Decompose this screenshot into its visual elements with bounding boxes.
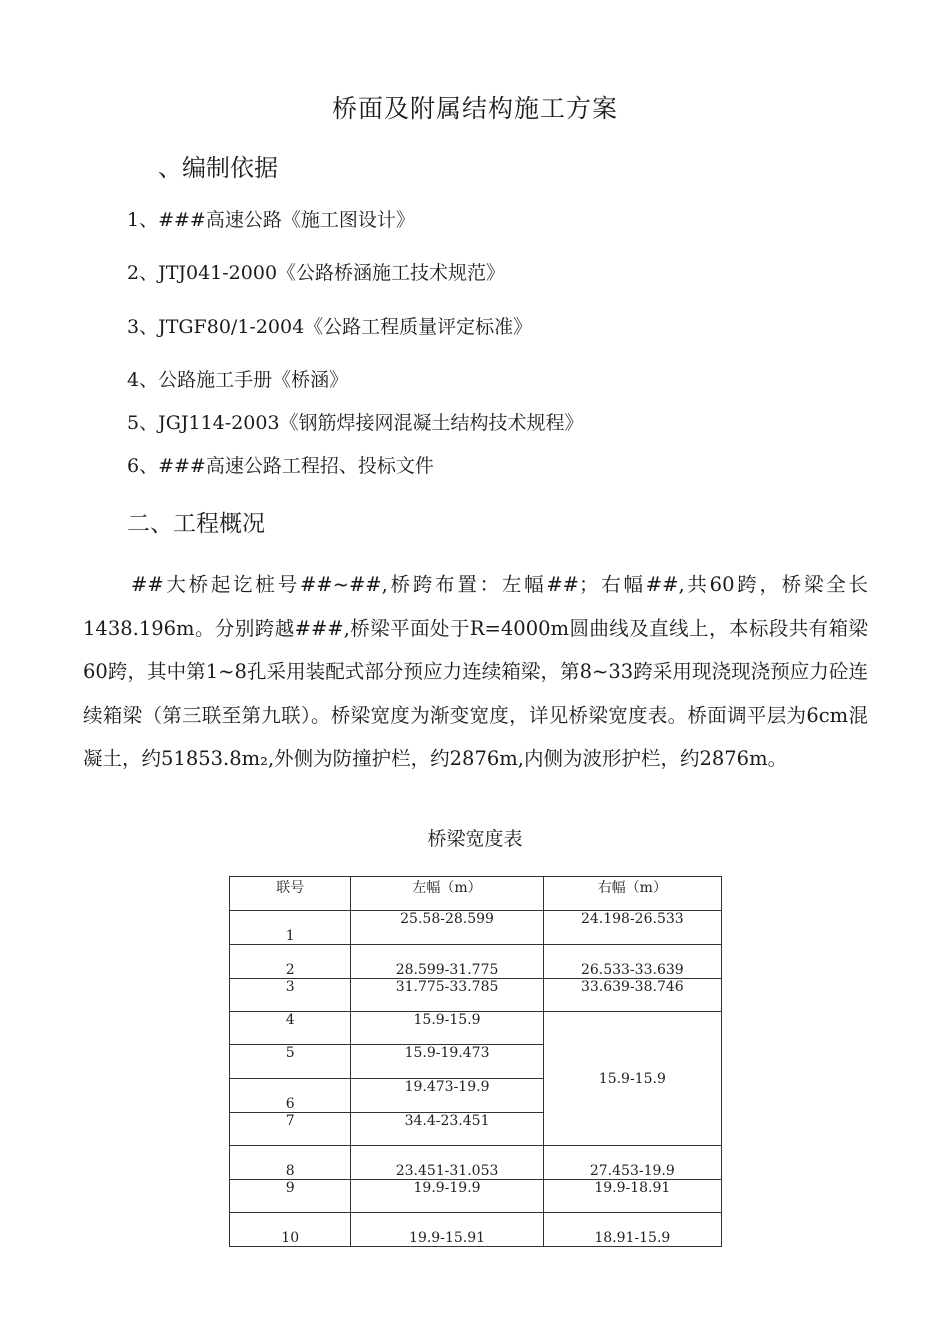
reference-text: ###高速公路《施工图设计》 bbox=[158, 209, 415, 231]
left-width-cell: 28.599-31.775 bbox=[351, 945, 543, 979]
header-cell: 左幅（m） bbox=[351, 877, 543, 911]
row-id-cell: 1 bbox=[230, 911, 351, 945]
reference-text: JTGF80/1-2004《公路工程质量评定标准》 bbox=[158, 316, 533, 338]
left-width-cell: 31.775-33.785 bbox=[351, 979, 543, 1012]
table-row bbox=[230, 911, 722, 945]
table-row bbox=[230, 945, 722, 979]
left-width-cell: 34.4-23.451 bbox=[351, 1113, 543, 1146]
reference-item bbox=[127, 409, 584, 437]
document-title: 桥面及附属结构施工方案 bbox=[331, 94, 618, 123]
row-id-cell: 4 bbox=[230, 1012, 351, 1045]
reference-item bbox=[127, 452, 434, 480]
reference-text: 公路施工手册《桥涵》 bbox=[158, 369, 349, 391]
bridge-width-table bbox=[229, 876, 722, 1247]
row-id-cell: 6 bbox=[230, 1079, 351, 1113]
reference-item bbox=[127, 366, 348, 394]
reference-text: JGJ114-2003《钢筋焊接网混凝土结构技术规程》 bbox=[158, 412, 584, 434]
row-id-cell: 8 bbox=[230, 1146, 351, 1180]
left-width-cell: 15.9-19.473 bbox=[351, 1045, 543, 1079]
reference-number: 2、 bbox=[127, 262, 159, 284]
row-id-cell: 5 bbox=[230, 1045, 351, 1079]
row-id-cell: 2 bbox=[230, 945, 351, 979]
row-id-cell: 3 bbox=[230, 979, 351, 1012]
right-width-merged-cell: 15.9-15.9 bbox=[543, 1012, 721, 1146]
reference-item bbox=[127, 313, 532, 341]
right-width-cell: 19.9-18.91 bbox=[543, 1180, 721, 1213]
left-width-cell: 23.451-31.053 bbox=[351, 1146, 543, 1180]
left-width-cell: 25.58-28.599 bbox=[351, 911, 543, 945]
section-heading-basis: 、编制依据 bbox=[158, 154, 278, 182]
table-row bbox=[230, 979, 722, 1012]
reference-text: ###高速公路工程招、投标文件 bbox=[158, 455, 434, 477]
table-caption: 桥梁宽度表 bbox=[427, 828, 523, 850]
reference-number: 4、 bbox=[127, 369, 159, 391]
reference-text: JTJ041-2000《公路桥涵施工技术规范》 bbox=[158, 262, 506, 284]
table-row bbox=[230, 1180, 722, 1213]
section-heading-overview: 二、工程概况 bbox=[127, 511, 265, 537]
header-cell: 联号 bbox=[230, 877, 351, 911]
right-width-cell: 33.639-38.746 bbox=[543, 979, 721, 1012]
reference-number: 6、 bbox=[127, 455, 159, 477]
right-width-cell: 24.198-26.533 bbox=[543, 911, 721, 945]
table-row bbox=[230, 1213, 722, 1247]
table-row bbox=[230, 1012, 722, 1045]
reference-number: 3、 bbox=[127, 316, 159, 338]
table-row bbox=[230, 1146, 722, 1180]
left-width-cell: 19.9-19.9 bbox=[351, 1180, 543, 1213]
header-cell: 右幅（m） bbox=[543, 877, 721, 911]
left-width-cell: 19.473-19.9 bbox=[351, 1079, 543, 1113]
right-width-cell: 27.453-19.9 bbox=[543, 1146, 721, 1180]
left-width-cell: 19.9-15.91 bbox=[351, 1213, 543, 1247]
row-id-cell: 10 bbox=[230, 1213, 351, 1247]
right-width-cell: 18.91-15.9 bbox=[543, 1213, 721, 1247]
reference-item bbox=[127, 259, 505, 287]
row-id-cell: 9 bbox=[230, 1180, 351, 1213]
row-id-cell: 7 bbox=[230, 1113, 351, 1146]
reference-item bbox=[127, 206, 415, 234]
reference-number: 1、 bbox=[127, 209, 159, 231]
right-width-cell: 26.533-33.639 bbox=[543, 945, 721, 979]
overview-paragraph: ##大桥起讫桩号##~##,桥跨布置：左幅##；右幅##,共60跨，桥梁全长1438.196m。分别跨越###,桥梁平面处于R=4000m圆曲线及直线上，本标段共有箱梁60跨，其中第1~8孔采用装配式部分预应力连续箱梁，第8~33跨采用现浇现浇预应力砼连续箱梁（第三联至第九联）。桥梁宽度为渐变宽度，详见桥梁宽度表。桥面调平层为6cm混凝土，约51853.8m₂,外侧为防撞护栏，约2876m,内侧为波形护栏，约2876m。 bbox=[83, 573, 868, 770]
table-header-row bbox=[230, 877, 722, 911]
reference-number: 5、 bbox=[127, 412, 159, 434]
left-width-cell: 15.9-15.9 bbox=[351, 1012, 543, 1045]
